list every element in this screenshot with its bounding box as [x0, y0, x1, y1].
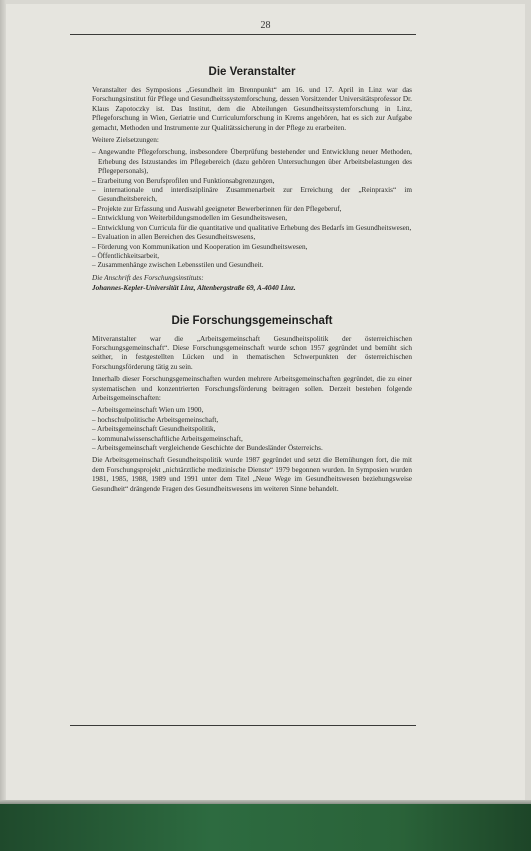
list-item: – Zusammenhänge zwischen Lebensstilen und Gesundheit. [92, 261, 264, 270]
list-item: – Projekte zur Erfassung und Auswahl geeigneter Bewerberinnen für den Pflegeberuf, [92, 204, 342, 213]
bottom-rule [70, 725, 416, 726]
intro-paragraph: Veranstalter des Symposions „Gesundheit im Brennpunkt“ am 16. und 17. April in Linz war das Forschungsinstitut für Pflege und Gesundheitssystemforschung, dessen Vorsitzender Universitätsprofessor Dr. Klaus Zapotoczky ist. Das Institut, dem die Abteilungen Gesundheitssystemforschung in Linz, Pflegeforschung in Wien, Geriatrie und Curriculumforschung in Krems angehören, hat es sich zur Aufgabe gemacht, Methoden und Instrumente zur Qualitätssicherung in der Pflege zu erarbeiten. [92, 86, 412, 132]
list-item: – Entwicklung von Weiterbildungsmodellen im Gesundheitswesen, [92, 214, 288, 223]
paragraph-2: Innerhalb dieser Forschungsgemeinschaften wurden mehrere Arbeitsgemeinschaften gegründet, die zu einer systematischen und konzentrierten Forschungsförderung beitragen sollen. Derzeit bestehen folgende Arbeitsgemeinschaften: [92, 375, 412, 402]
list-item: – Arbeitsgemeinschaft Wien um 1900, [92, 406, 204, 415]
address-label: Die Anschrift des Forschungsinstituts: [92, 273, 204, 282]
list-item: – internationale und interdisziplinäre Zusammenarbeit zur Erreichung der „Reinpraxis“ im Gesundheitsbereich, [92, 186, 412, 204]
list-item: – Förderung von Kommunikation und Kooperation im Gesundheitswesen, [92, 242, 308, 251]
book-cover-edge [0, 804, 531, 851]
groups-list [92, 406, 412, 453]
goals-label: Weitere Zielsetzungen: [92, 136, 159, 145]
list-item: – Arbeitsgemeinschaft Gesundheitspolitik, [92, 425, 216, 434]
list-item: – Erarbeitung von Berufsprofilen und Funktionsabgrenzungen, [92, 176, 275, 185]
paragraph-1: Mitveranstalter war die „Arbeitsgemeinschaft Gesundheitspolitik der österreichischen Forschungsgemeinschaft“. Diese Forschungsgemeinschaft wurde schon 1957 gegründet und bemüht sich seither, in festgestellten Lücken und in thematischen Schwerpunkten der österreichischen Forschungsförderung tätig zu sein. [92, 334, 412, 371]
list-item: – Evaluation in allen Bereichen des Gesundheitswesens, [92, 233, 256, 242]
list-item: – hochschulpolitische Arbeitsgemeinschaft, [92, 415, 219, 424]
address [92, 284, 412, 293]
address-text: Johannes-Kepler-Universität Linz, Altenbergstraße 69, A-4040 Linz. [92, 284, 296, 293]
goals-list [92, 148, 412, 270]
paragraph-3: Die Arbeitsgemeinschaft Gesundheitspolitik wurde 1987 gegründet und setzt die Bemühungen fort, die mit dem Forschungsprojekt „nichtärztliche medizinische Dienste“ 1979 begonnen wurden. In Symposien wurden 1981, 1985, 1988, 1989 und 1991 unter dem Titel „Neue Wege im Gesundheitswesen beziehungsweise Gesundheit“ drängende Fragen des Gesundheitswesens im weiteren Sinne behandelt. [92, 456, 412, 493]
list-item: – Entwicklung von Curricula für die quantitative und qualitative Erhebung des Bedarfs im Gesundheitswesen, [92, 223, 412, 232]
section-heading-forschungsgemeinschaft: Die Forschungsgemeinschaft [171, 314, 333, 327]
top-rule [70, 34, 416, 35]
page-number: 28 [260, 20, 271, 31]
list-item: – Arbeitsgemeinschaft vergleichende Geschichte der Bundesländer Österreichs. [92, 444, 323, 452]
list-item: – Öffentlichkeitsarbeit, [92, 251, 160, 260]
section-heading-veranstalter: Die Veranstalter [208, 66, 296, 78]
list-item: – kommunalwissenschaftliche Arbeitsgemeinschaft, [92, 434, 243, 443]
page-content [92, 58, 412, 497]
list-item: – Angewandte Pflegeforschung, insbesondere Überprüfung bestehender und Entwicklung neuer Methoden, Erhebung des Istzustandes im Pflegebereich (dazu gehören Untersuchungen über Arbeitsbelastungen des Pflegepersonals), [92, 148, 412, 176]
book-page [6, 4, 525, 804]
